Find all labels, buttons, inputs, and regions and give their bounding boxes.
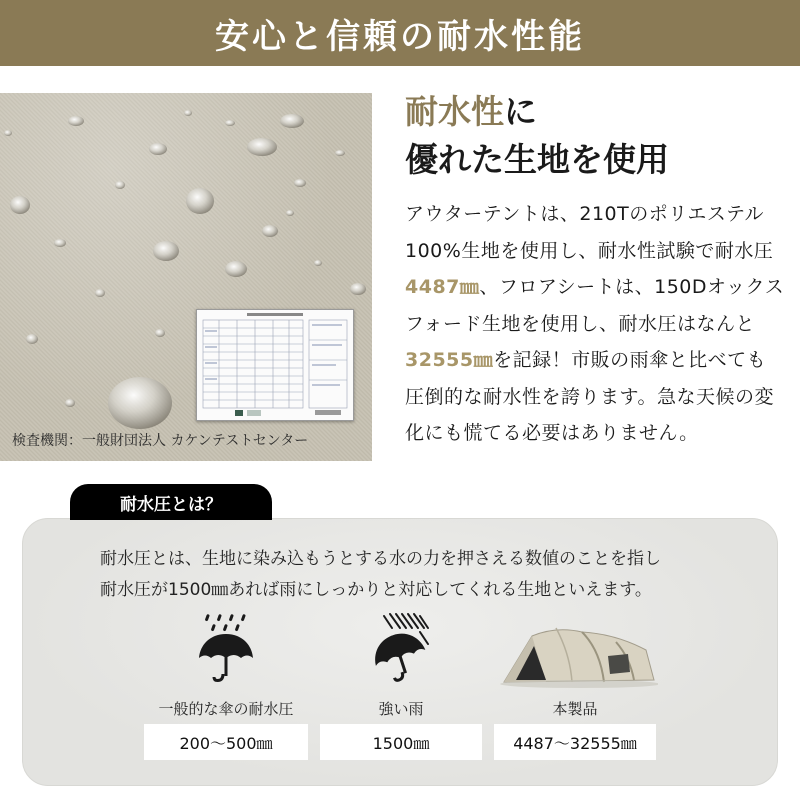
comparison-value-product: 4487〜32555㎜	[494, 724, 656, 760]
comparison-value-umbrella: 200〜500㎜	[144, 724, 308, 760]
description-paragraph	[405, 196, 785, 452]
definition-line-1: 耐水圧とは、生地に染み込もうとする水の力を押さえる数値のことを指し	[100, 549, 661, 569]
banner-title: 安心と信頼の耐水性能	[215, 16, 585, 57]
heading-highlight: 耐水性	[405, 92, 504, 131]
paragraph-text-2: 、フロアシートは、150Dオックスフォード生地を使用し、耐水圧はなんと	[405, 276, 785, 335]
heading-line-2: 優れた生地を使用	[405, 140, 669, 179]
outer-tent-water-pressure: 4487㎜	[405, 276, 480, 298]
photo-caption: 検査機関：一般財団法人 カケンテストセンター	[12, 433, 309, 449]
definition-text	[100, 544, 661, 606]
tent-icon	[496, 620, 658, 690]
comparison-label-product: 本製品	[552, 700, 598, 718]
definition-tag: 耐水圧とは？	[70, 484, 272, 520]
comparison-label-umbrella: 一般的な傘の耐水圧	[158, 700, 294, 718]
umbrella-heavy-rain-icon	[370, 612, 432, 686]
section-heading	[405, 88, 669, 184]
comparison-label-heavy-rain: 強い雨	[378, 700, 424, 718]
paragraph-text-1: アウターテントは、210Tのポリエステル100%生地を使用し、耐水性試験で耐水圧	[405, 203, 774, 262]
umbrella-light-rain-icon	[196, 614, 256, 686]
header-banner	[0, 0, 800, 66]
floor-sheet-water-pressure: 32555㎜	[405, 349, 494, 371]
comparison-value-heavy-rain: 1500㎜	[320, 724, 482, 760]
definition-line-2: 耐水圧が1500㎜あれば雨にしっかりと対応してくれる生地といえます。	[100, 580, 652, 600]
heading-suffix: に	[504, 92, 537, 131]
test-certificate	[196, 309, 354, 421]
paragraph-text-3: を記録！市販の雨傘と比べても圧倒的な耐水性を誇ります。急な天候の変化にも慌てる必要はありません。	[405, 349, 774, 444]
